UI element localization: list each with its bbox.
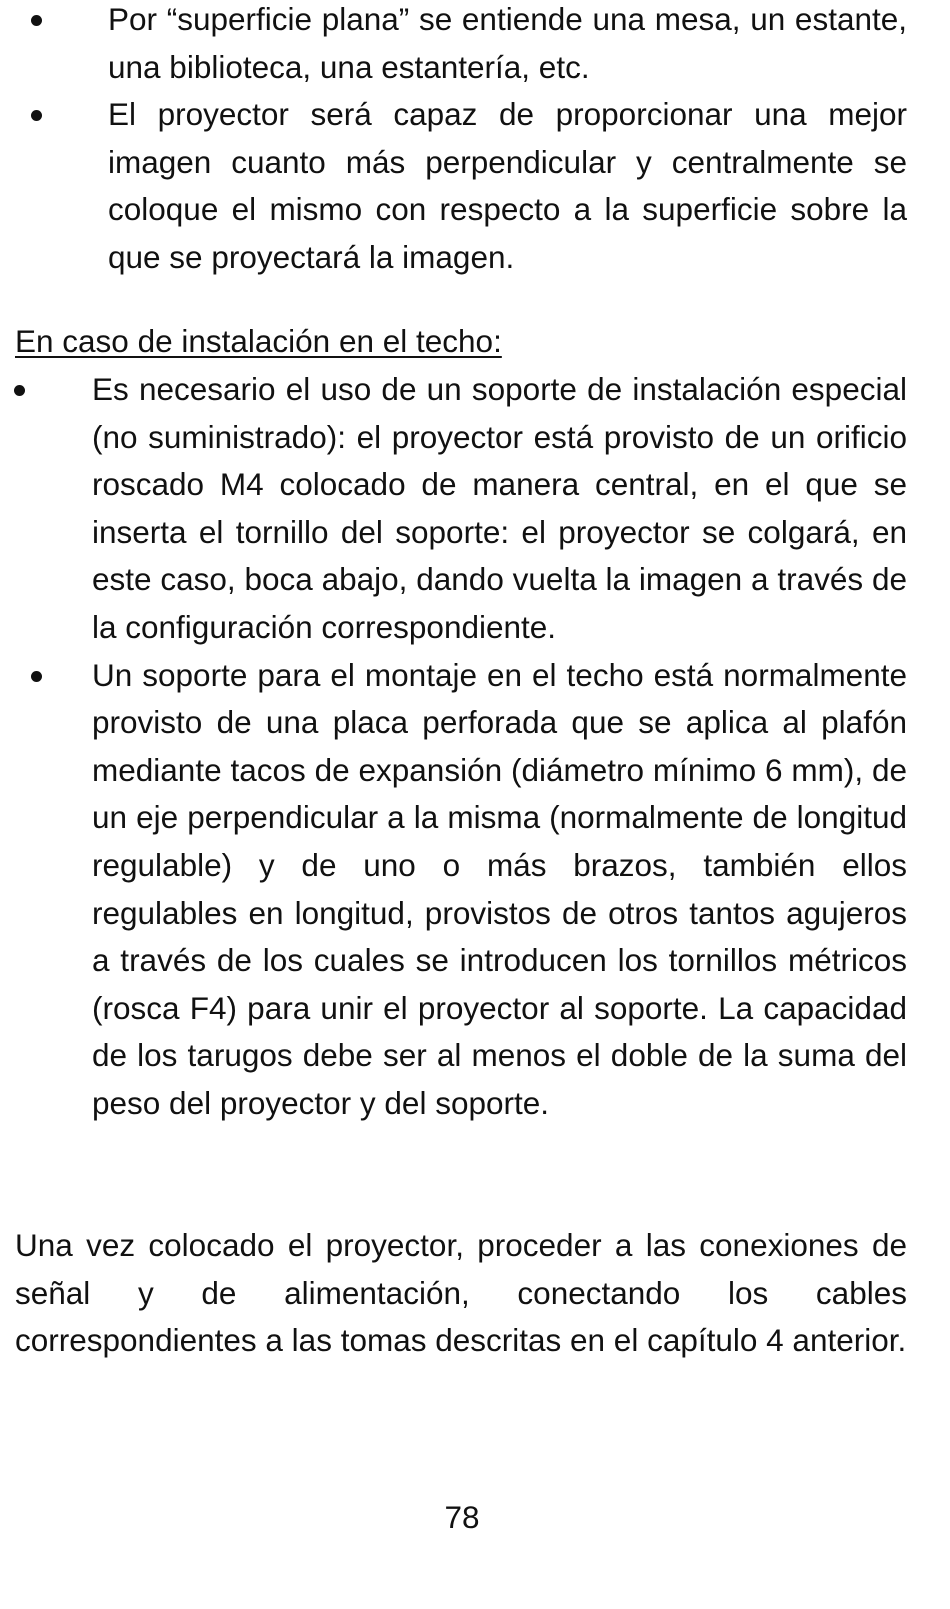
bullet-icon xyxy=(14,385,25,396)
closing-paragraph: Una vez colocado el proyector, proceder a las conexiones de señal y de alimentación, conectando los cables correspondientes a las tomas descritas en el capítulo 4 anterior. xyxy=(15,1227,907,1359)
list-item xyxy=(0,652,950,1128)
bullet-text: Es necesario el uso de un soporte de instalación especial (no suministrado): el proyector está provisto de un orificio roscado M4 colocado de manera central, en el que se inserta el tornillo del soporte: el proyector se colgará, en este caso, boca abajo, dando vuelta la imagen a través de la configuración correspondiente. xyxy=(92,371,907,645)
list-item xyxy=(0,91,950,281)
bullet-icon xyxy=(31,110,42,121)
list-item xyxy=(0,366,950,652)
section-heading: En caso de instalación en el techo: xyxy=(15,323,502,359)
bullet-icon xyxy=(31,15,42,26)
ceiling-bullet-list xyxy=(0,366,950,1128)
intro-bullet-list xyxy=(0,0,950,282)
bullet-text: El proyector será capaz de proporcionar una mejor imagen cuanto más perpendicular y centralmente se coloque el mismo con respecto a la superficie sobre la que se proyectará la imagen. xyxy=(108,96,907,275)
bullet-text: Un soporte para el montaje en el techo está normalmente provisto de una placa perforada que se aplica al plafón mediante tacos de expansión (diámetro mínimo 6 mm), de un eje perpendicular a la misma (normalmente de longitud regulable) y de uno o más brazos, también ellos regulables en longitud, provistos de otros tantos agujeros a través de los cuales se introducen los tornillos métricos (rosca F4) para unir el proyector al soporte. La capacidad de los tarugos debe ser al menos el doble de la suma del peso del proyector y del soporte. xyxy=(92,656,907,1121)
bullet-icon xyxy=(31,671,42,682)
page-number: 78 xyxy=(444,1499,480,1535)
bullet-text: Por “superficie plana” se entiende una mesa, un estante, una biblioteca, una estantería, etc. xyxy=(108,1,907,85)
list-item xyxy=(0,0,950,91)
